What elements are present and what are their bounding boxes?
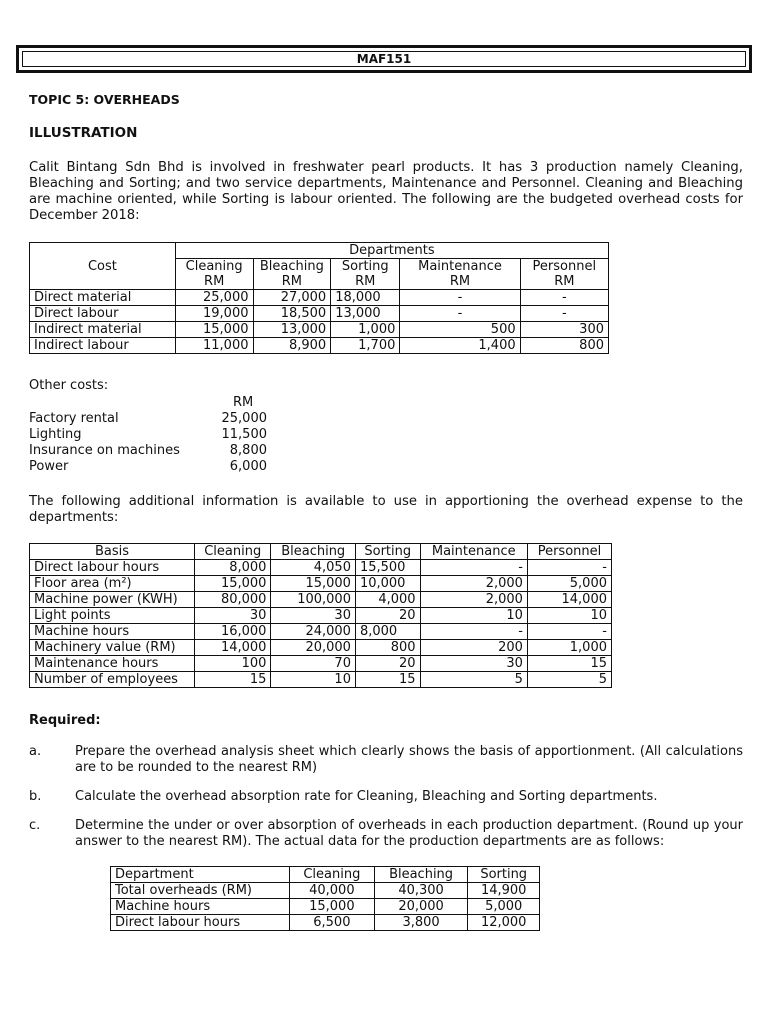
row-label: Indirect labour: [30, 338, 176, 354]
row-label: Maintenance hours: [30, 656, 195, 672]
other-cost-row: [29, 427, 269, 443]
table-row: [30, 306, 609, 322]
item-text: Determine the under or over absorption of overheads in each production department. (Round up your answer to the nearest RM). The actual data for the production departments are as follows:: [75, 818, 743, 849]
cell: 80,000: [195, 592, 271, 608]
cell: 18,500: [253, 306, 331, 322]
cell: 8,000: [355, 624, 420, 640]
cell: 14,900: [480, 883, 527, 898]
row-label: Direct material: [30, 290, 176, 306]
cell: 15,500: [355, 560, 420, 576]
cell: -: [400, 306, 520, 322]
table-row: [30, 640, 612, 656]
cell: 30: [420, 656, 527, 672]
cell: 15: [355, 672, 420, 688]
cell: 4,050: [271, 560, 356, 576]
cell: 200: [420, 640, 527, 656]
cell: 70: [271, 656, 356, 672]
table-row: [30, 608, 612, 624]
cell: 800: [355, 640, 420, 656]
cell: 1,700: [331, 338, 400, 354]
cell: 10: [590, 608, 607, 623]
other-cost-row: [29, 443, 269, 459]
cell: -: [420, 560, 527, 576]
unit-cell: RM: [253, 274, 331, 290]
cell: 2,000: [420, 576, 527, 592]
col-header: Personnel: [532, 259, 597, 274]
cell: 19,000: [175, 306, 253, 322]
unit-cell: RM: [554, 274, 575, 289]
cell: 100,000: [271, 592, 356, 608]
col-header: Cleaning: [290, 867, 375, 883]
cell: 15,000: [290, 899, 375, 915]
row-label: Machine hours: [30, 624, 195, 640]
basis-table: [29, 543, 612, 688]
col-header: Sorting: [355, 544, 420, 560]
cell: 100: [195, 656, 271, 672]
row-label: Direct labour hours: [30, 560, 195, 576]
item-label: b.: [29, 789, 42, 804]
other-cost-value: 25,000: [221, 411, 267, 426]
cell: 5,000: [569, 576, 607, 591]
cell: 15: [195, 672, 271, 688]
table-row: [30, 290, 609, 306]
cell: 40,000: [290, 883, 375, 899]
intro-paragraph: Calit Bintang Sdn Bhd is involved in freshwater pearl products. It has 3 production namely Cleaning, Bleaching and Sorting; and two service departments, Maintenance and Personnel. Cleaning and Bleaching are machine oriented, while Sorting is labour oriented. The following are the budgeted overhead costs for December 2018:: [29, 160, 743, 223]
cell: 13,000: [331, 306, 400, 322]
cell: 5: [598, 672, 607, 687]
cell: 10,000: [355, 576, 420, 592]
col-header: Sorting: [331, 259, 400, 275]
cell: 800: [579, 338, 604, 353]
cell: 3,800: [374, 915, 468, 931]
cell: 30: [271, 608, 356, 624]
col-header: Cleaning: [195, 544, 271, 560]
row-label: Direct labour: [30, 306, 176, 322]
cell: 24,000: [271, 624, 356, 640]
row-label: Direct labour hours: [111, 915, 290, 931]
cell: 13,000: [253, 322, 331, 338]
cost-header: Cost: [30, 243, 176, 290]
cell: 10: [420, 608, 527, 624]
cell: -: [420, 624, 527, 640]
other-cost-value: 11,500: [221, 427, 267, 442]
other-cost-label: Insurance on machines: [29, 443, 180, 458]
cell: 14,000: [195, 640, 271, 656]
table-row: [30, 672, 612, 688]
item-label: c.: [29, 818, 41, 833]
other-cost-label: Power: [29, 459, 69, 474]
col-header: Cleaning: [175, 259, 253, 275]
cell: -: [561, 306, 567, 321]
other-costs-unit: RM: [233, 395, 254, 410]
col-header: Bleaching: [253, 259, 331, 275]
cell: 300: [579, 322, 604, 337]
other-cost-label: Factory rental: [29, 411, 119, 426]
col-header: Bleaching: [374, 867, 468, 883]
cell: 16,000: [195, 624, 271, 640]
row-label: Number of employees: [30, 672, 195, 688]
cost-table: [29, 242, 609, 354]
cell: 500: [400, 322, 520, 338]
item-text: Prepare the overhead analysis sheet which clearly shows the basis of apportionment. (All calculations are to be rounded to the nearest RM): [75, 744, 743, 775]
cell: 20: [355, 608, 420, 624]
section-title: ILLUSTRATION: [29, 125, 138, 141]
cell: 15: [590, 656, 607, 671]
cell: 40,300: [374, 883, 468, 899]
row-label: Total overheads (RM): [111, 883, 290, 899]
cell: 6,500: [290, 915, 375, 931]
cell: 15,000: [195, 576, 271, 592]
col-header: Maintenance: [400, 259, 520, 275]
unit-cell: RM: [400, 274, 520, 290]
col-header: Sorting: [480, 867, 528, 882]
cell: 14,000: [561, 592, 607, 607]
table-row: [30, 322, 609, 338]
cell: 1,400: [400, 338, 520, 354]
table-row: [30, 592, 612, 608]
col-header: Department: [111, 867, 290, 883]
cell: 15,000: [271, 576, 356, 592]
other-cost-value: 6,000: [229, 459, 267, 474]
cell: 5,000: [485, 899, 523, 914]
cell: 8,000: [195, 560, 271, 576]
unit-cell: RM: [175, 274, 253, 290]
cell: 8,900: [253, 338, 331, 354]
additional-info-paragraph: The following additional information is available to use in apportioning the overhead expense to the departments:: [29, 494, 743, 525]
item-label: a.: [29, 744, 42, 759]
cell: 5: [420, 672, 527, 688]
cell: 27,000: [253, 290, 331, 306]
actual-data-table: [110, 866, 540, 931]
table-row: [111, 883, 540, 899]
table-row: [111, 915, 540, 931]
cell: 30: [195, 608, 271, 624]
other-cost-value: 8,800: [229, 443, 267, 458]
table-row: [30, 338, 609, 354]
cell: 20,000: [271, 640, 356, 656]
departments-header: Departments: [175, 243, 608, 259]
cell: -: [400, 290, 520, 306]
cell: 20,000: [374, 899, 468, 915]
row-label: Indirect material: [30, 322, 176, 338]
table-row: [30, 576, 612, 592]
row-label: Machine power (KWH): [30, 592, 195, 608]
cell: -: [602, 624, 607, 639]
item-text: Calculate the overhead absorption rate for Cleaning, Bleaching and Sorting departments.: [75, 789, 658, 804]
cell: -: [561, 290, 567, 305]
col-header: Personnel: [537, 544, 602, 559]
other-cost-label: Lighting: [29, 427, 82, 442]
col-header: Maintenance: [420, 544, 527, 560]
basis-header-row: [30, 544, 612, 560]
row-label: Machine hours: [111, 899, 290, 915]
cell: 1,000: [331, 322, 400, 338]
other-cost-row: [29, 459, 269, 475]
required-title: Required:: [29, 713, 101, 728]
table-row: [30, 656, 612, 672]
row-label: Machinery value (RM): [30, 640, 195, 656]
cell: 20: [355, 656, 420, 672]
row-label: Floor area (m²): [30, 576, 195, 592]
row-label: Light points: [30, 608, 195, 624]
cell: 1,000: [569, 640, 607, 655]
cell: 10: [271, 672, 356, 688]
cell: 15,000: [175, 322, 253, 338]
other-costs-title: Other costs:: [29, 378, 109, 393]
header-box: [16, 45, 752, 73]
topic-title: TOPIC 5: OVERHEADS: [29, 92, 180, 107]
table-row: [30, 560, 612, 576]
actual-header-row: [111, 867, 540, 883]
cell: 4,000: [355, 592, 420, 608]
cell: 25,000: [175, 290, 253, 306]
other-cost-row: [29, 411, 269, 427]
course-code: MAF151: [22, 51, 746, 67]
basis-header: Basis: [30, 544, 195, 560]
cell: -: [602, 560, 607, 575]
unit-cell: RM: [331, 274, 400, 290]
table-row: [111, 899, 540, 915]
cell: 12,000: [480, 915, 527, 930]
cell: 18,000: [331, 290, 400, 306]
col-header: Bleaching: [271, 544, 356, 560]
cell: 2,000: [420, 592, 527, 608]
cell: 11,000: [175, 338, 253, 354]
table-row: [30, 624, 612, 640]
